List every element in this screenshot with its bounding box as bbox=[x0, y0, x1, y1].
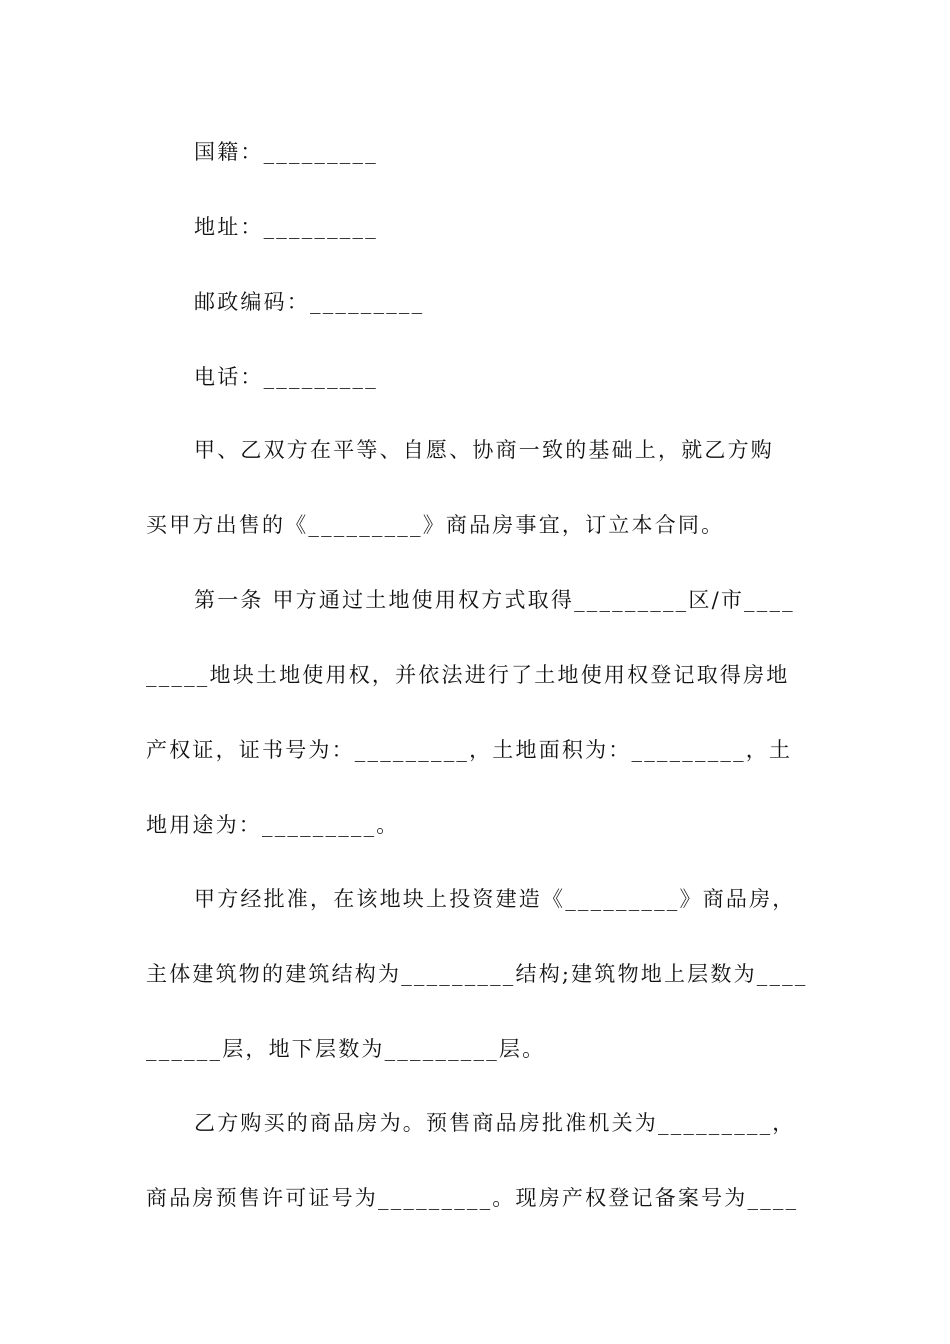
article-one-line-2: _____地块土地使用权，并依法进行了土地使用权登记取得房地 bbox=[146, 663, 790, 687]
address-field: 地址：_________ bbox=[194, 215, 378, 239]
article-one-line-3: 产权证，证书号为：_________，土地面积为：_________，土 bbox=[146, 738, 793, 762]
postal-code-field: 邮政编码：_________ bbox=[194, 290, 425, 314]
presale-line-2: 商品房预售许可证号为_________。现房产权登记备案号为____ bbox=[146, 1186, 799, 1210]
phone-field: 电话：_________ bbox=[194, 365, 378, 389]
preamble-line-1: 甲、乙双方在平等、自愿、协商一致的基础上，就乙方购 bbox=[194, 438, 774, 462]
construction-line-3: ______层，地下层数为_________层。 bbox=[146, 1037, 546, 1061]
construction-line-2: 主体建筑物的建筑结构为_________结构;建筑物地上层数为____ bbox=[146, 962, 808, 986]
nationality-field: 国籍：_________ bbox=[194, 140, 378, 164]
article-one-line-1: 第一条 甲方通过土地使用权方式取得_________区/市____ bbox=[194, 588, 795, 612]
construction-line-1: 甲方经批准，在该地块上投资建造《_________》商品房， bbox=[194, 887, 796, 911]
article-one-line-4: 地用途为：_________。 bbox=[146, 813, 400, 837]
preamble-line-2: 买甲方出售的《_________》商品房事宜，订立本合同。 bbox=[146, 513, 725, 537]
presale-line-1: 乙方购买的商品房为。预售商品房批准机关为_________， bbox=[194, 1111, 796, 1135]
